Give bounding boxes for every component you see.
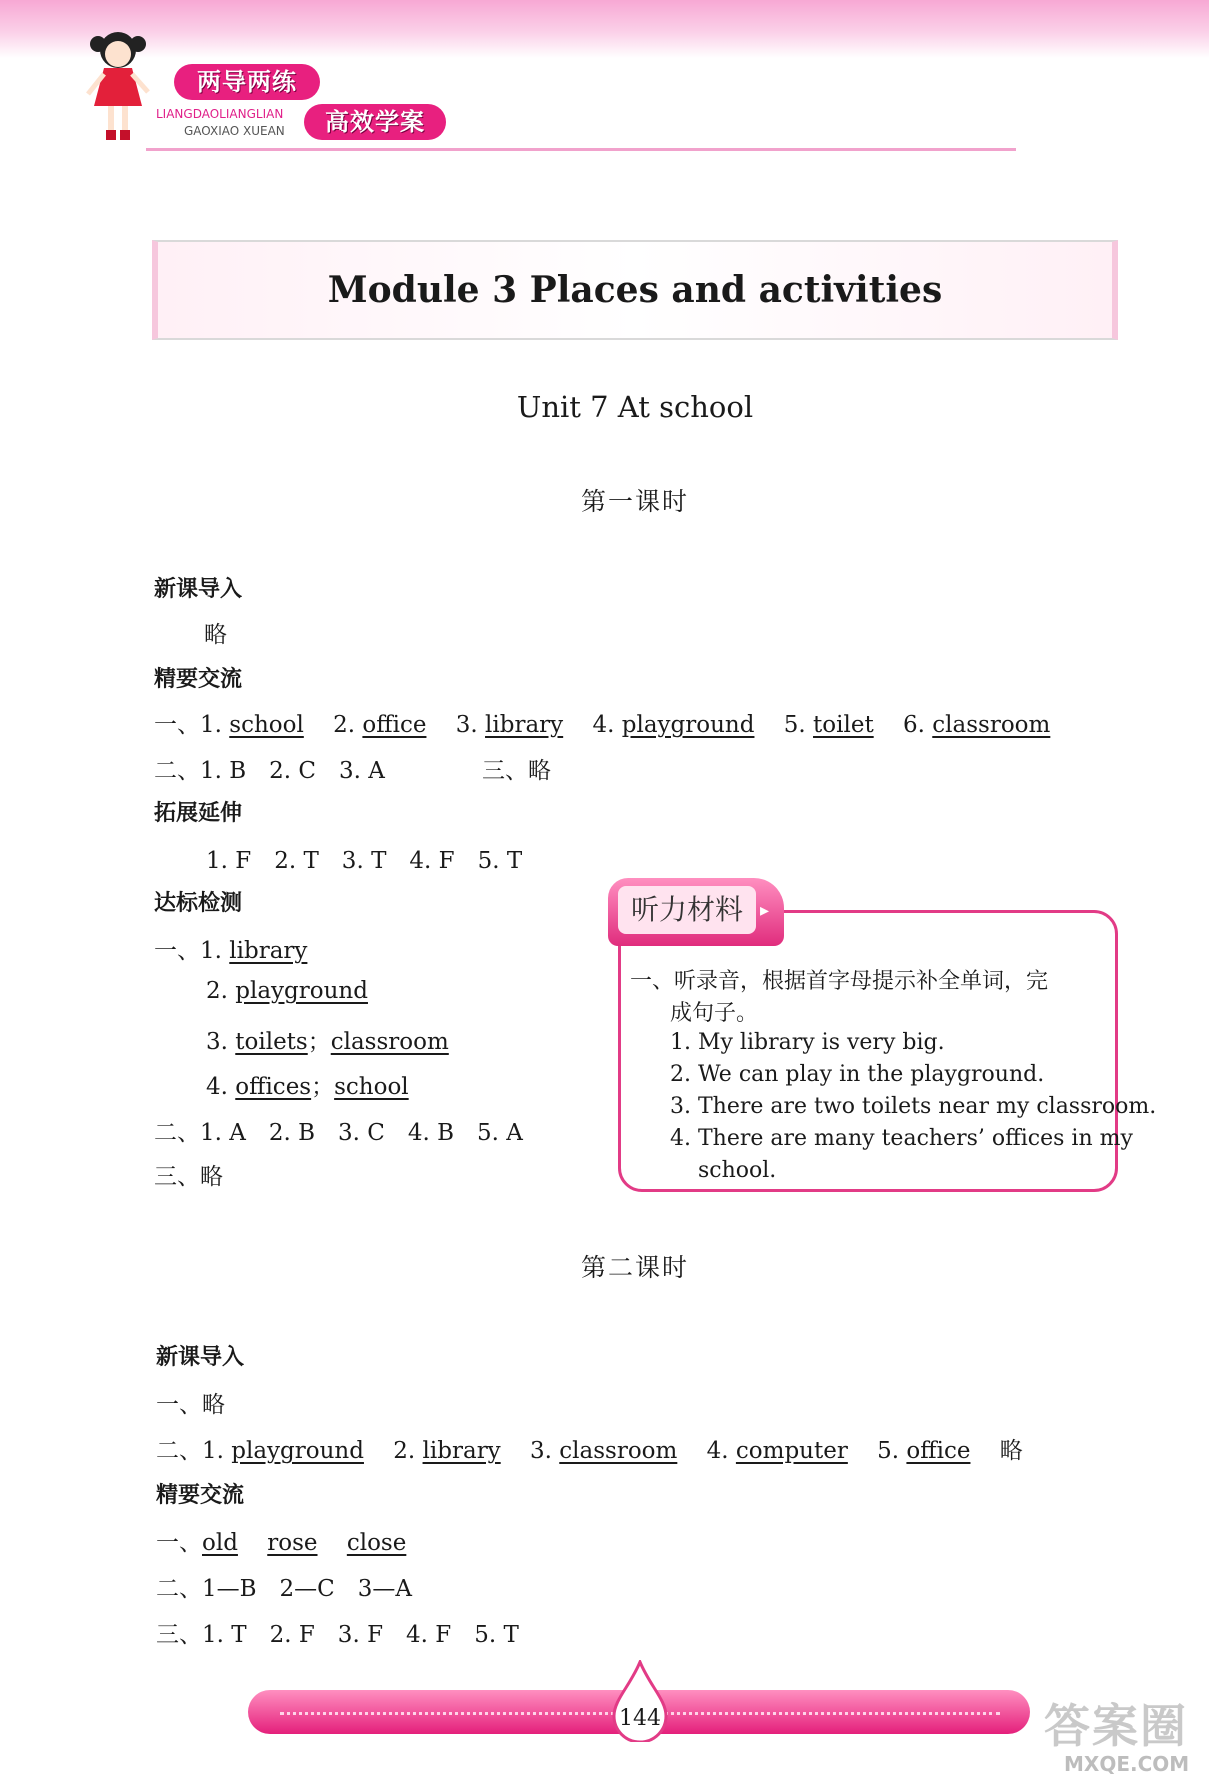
answer-word: toilet xyxy=(813,712,874,738)
listening-sentence-3: 3. There are two toilets near my classroom. xyxy=(670,1094,1157,1119)
lesson1-dabiao-q1-2 xyxy=(206,978,368,1004)
lesson2-jingyao-q3: 三、1. T 2. F 3. F 4. F 5. T xyxy=(156,1622,519,1648)
watermark xyxy=(1044,1690,1190,1776)
separator: ； xyxy=(307,1029,331,1055)
lesson2-xinke-q1: 一、略 xyxy=(156,1392,225,1418)
lesson1-jingyao-q2: 二、1. B 2. C 3. A xyxy=(154,758,385,784)
listening-tab-label: 听力材料 xyxy=(618,886,756,934)
lesson2-jingyao-heading: 精要交流 xyxy=(156,1483,245,1508)
chevron-right-icon: ▸ xyxy=(760,900,770,921)
lesson1-tuozhan-answers: 1. F 2. T 3. T 4. F 5. T xyxy=(206,848,523,874)
item-number: 5. xyxy=(783,712,806,738)
watermark-logo: 答案圈 xyxy=(1044,1699,1188,1753)
lesson2-jingyao-q1 xyxy=(156,1524,406,1557)
answer-word: rose xyxy=(267,1530,318,1556)
separator: ； xyxy=(311,1074,335,1100)
answer-word: school xyxy=(334,1074,409,1100)
answer-word: school xyxy=(229,712,304,738)
q1-prefix: 一、1. xyxy=(154,712,222,738)
header-divider xyxy=(146,148,1016,151)
answer-word: toilets xyxy=(235,1029,308,1055)
item-number: 2. xyxy=(206,978,228,1004)
listening-sentence-4-cont: school. xyxy=(698,1158,777,1183)
lesson1-dabiao-heading: 达标检测 xyxy=(154,891,243,916)
listening-tab xyxy=(608,878,784,946)
q1-prefix: 一、1. xyxy=(154,938,222,964)
lesson1-dabiao-q2: 二、1. A 2. B 3. C 4. B 5. A xyxy=(154,1120,523,1146)
brand-pinyin-1: LIANGDAOLIANGLIAN xyxy=(156,107,284,121)
girl-mascot-icon xyxy=(82,28,154,146)
watermark-url: MXQE.COM xyxy=(1064,1752,1190,1776)
lesson1-jingyao-q3: 三、略 xyxy=(482,758,551,784)
lesson1-dabiao-q1-3 xyxy=(206,1023,449,1056)
item-number: 2. xyxy=(333,712,356,738)
lesson2-xinke-heading: 新课导入 xyxy=(156,1345,245,1370)
lesson1-xinke-answer: 略 xyxy=(204,622,227,648)
answer-word: playground xyxy=(621,712,755,738)
lesson2-xinke-q2 xyxy=(156,1432,1023,1465)
item-number: 4. xyxy=(592,712,615,738)
lesson1-dabiao-q3: 三、略 xyxy=(154,1164,223,1190)
item-number: 6. xyxy=(903,712,925,738)
item-number: 5. xyxy=(877,1438,900,1464)
lesson1-xinke-heading: 新课导入 xyxy=(154,577,243,602)
answer-word: classroom xyxy=(932,712,1051,738)
lesson1-tuozhan-heading: 拓展延伸 xyxy=(154,801,243,826)
answer-word: playground xyxy=(235,978,368,1004)
lesson1-jingyao-q1 xyxy=(154,706,1050,739)
unit-title: Unit 7 At school xyxy=(516,390,754,424)
answer-word: classroom xyxy=(330,1029,449,1055)
q1-prefix: 一、 xyxy=(156,1530,202,1556)
answer-word: library xyxy=(229,938,308,964)
answer-word: classroom xyxy=(559,1438,678,1464)
listening-sentence-1: 1. My library is very big. xyxy=(670,1030,945,1055)
omitted-note: 略 xyxy=(999,1438,1023,1464)
listening-sentence-2: 2. We can play in the playground. xyxy=(670,1062,1045,1087)
answer-word: old xyxy=(202,1530,238,1556)
answer-word: office xyxy=(362,712,427,738)
lesson-1-title: 第一课时 xyxy=(580,487,689,516)
item-number: 4. xyxy=(206,1074,228,1100)
item-number: 3. xyxy=(455,712,478,738)
answer-word: offices xyxy=(235,1074,312,1100)
brand-title-2: 高效学案 xyxy=(304,104,446,140)
listening-instruction-1: 一、听录音，根据首字母提示补全单词，完 xyxy=(630,969,1049,994)
page-number: 144 xyxy=(619,1706,661,1731)
q2-prefix: 二、1. xyxy=(156,1438,224,1464)
lesson2-jingyao-q2: 二、1—B 2—C 3—A xyxy=(156,1576,413,1602)
brand-title-1: 两导两练 xyxy=(174,64,320,100)
item-number: 3. xyxy=(206,1029,228,1055)
lesson1-dabiao-q1-4 xyxy=(206,1068,409,1101)
answer-word: playground xyxy=(231,1438,364,1464)
listening-sentence-4: 4. There are many teachers’ offices in my xyxy=(670,1126,1133,1151)
lesson1-jingyao-heading: 精要交流 xyxy=(154,667,243,692)
brand-pinyin-2: GAOXIAO XUEAN xyxy=(184,124,285,138)
lesson1-dabiao-q1-1 xyxy=(154,932,307,965)
item-number: 3. xyxy=(530,1438,552,1464)
answer-word: library xyxy=(485,712,564,738)
answer-word: library xyxy=(422,1438,501,1464)
item-number: 2. xyxy=(393,1438,416,1464)
item-number: 4. xyxy=(706,1438,729,1464)
answer-word: close xyxy=(346,1530,407,1556)
header-band xyxy=(0,0,1209,58)
lesson-2-title: 第二课时 xyxy=(580,1253,689,1282)
answer-word: office xyxy=(906,1438,971,1464)
answer-word: computer xyxy=(735,1438,848,1464)
module-title: Module 3 Places and activities xyxy=(152,240,1118,340)
listening-instruction-2: 成句子。 xyxy=(670,1001,759,1026)
